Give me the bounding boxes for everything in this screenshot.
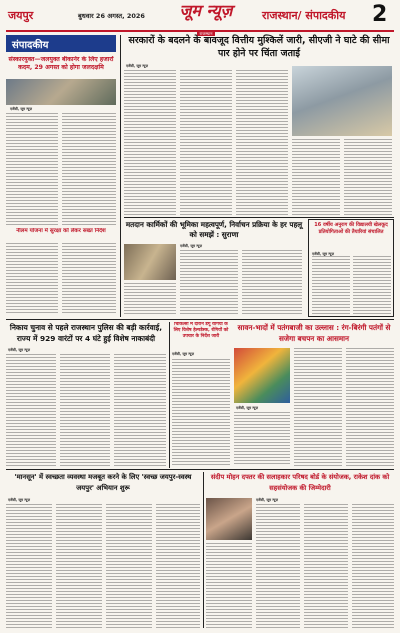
sawan-body-col1 (294, 348, 342, 466)
column-divider-mid (169, 322, 170, 468)
sawan-headline: सावन-भादों में पतंगबाजी का उल्लास : रंग-बिरंगी पतंगों से सजेगा बचपन का आसमान (237, 323, 391, 343)
students-byline: एजेंसी, जूम न्यूज़ (312, 252, 334, 256)
sawan-photo (234, 348, 290, 403)
lead-body-col2 (180, 70, 232, 215)
column-divider-lower (203, 472, 204, 628)
sawan-body-col0 (234, 412, 290, 466)
sandeep-photo (206, 498, 252, 540)
editorial-sub-body-col2 (62, 243, 116, 313)
sandeep-headline: संदीप मोहन दफ्तर की सलाहकार परिषद बोर्ड के संयोजक, राकेश दांक को सहसंयोजक की जिम्मेदारी (210, 473, 390, 492)
editorial-label-text: संपादकीय (12, 40, 49, 51)
clean-byline: एजेंसी, जूम न्यूज़ (8, 498, 30, 502)
sawan-byline: एजेंसी, जूम न्यूज़ (236, 406, 258, 410)
sandeep-byline: एजेंसी, जूम न्यूज़ (256, 498, 278, 502)
lead-byline: एजेंसी, जूम न्यूज़ (126, 64, 148, 68)
lead-body-col5 (344, 139, 392, 215)
editorial-sub-headline: नीलम योजना में सुरक्षा को लेकर सख्त निर्देश (16, 228, 106, 234)
page-number: 2 (372, 2, 388, 27)
municipal-body-col3 (114, 354, 166, 466)
masthead-city: जयपुर (8, 9, 34, 22)
election-byline: एजेंसी, जूम न्यूज़ (180, 244, 202, 248)
clean-body-col4 (156, 504, 200, 628)
editorial-sub-body-col1 (6, 243, 58, 313)
election-body-col1 (180, 250, 238, 316)
editorial-body-col1 (6, 113, 58, 225)
lead-photo (292, 66, 392, 136)
masthead (0, 0, 400, 36)
clean-body-col2 (56, 504, 102, 628)
clean-headline: 'मानसून' में स्वच्छता व्यवस्था मजबूत करने के लिए 'स्वच्छ जयपुर-स्वस्थ जयपुर' अभियान शुरू (14, 473, 192, 492)
municipal-body-col1 (6, 354, 56, 466)
masthead-date: बुधवार 26 अगस्त, 2026 (78, 12, 145, 20)
sandeep-body-col2 (304, 504, 348, 628)
health-body (172, 359, 230, 467)
editorial-headline: संस्कारयुक्त—जलयुक्त बीकानेर के लिए हजारों कदम, 29 अगस्त को होगा जलदक्षमि (8, 56, 114, 71)
masthead-logo (168, 1, 244, 36)
logo-text: जूम न्यूज़ (179, 1, 233, 20)
students-body-col1 (312, 256, 350, 314)
election-photo (124, 244, 176, 280)
health-headline: चिकित्सा में दौरान डेंगू रोगियों के लिए विशेष हेल्पडेस्क, रोगियों को उपचार के निर्देश जारी (173, 322, 229, 339)
section-divider-mid (6, 319, 394, 320)
students-body-col2 (353, 256, 391, 314)
editorial-photo (6, 79, 116, 105)
election-body-col0 (124, 283, 176, 316)
students-box (308, 219, 394, 317)
municipal-body-col2 (60, 354, 110, 466)
municipal-byline: एजेंसी, जूम न्यूज़ (8, 348, 30, 352)
section-divider-lower (6, 469, 394, 470)
editorial-label (6, 35, 116, 52)
clean-body-col1 (6, 504, 52, 628)
editorial-body-col2 (62, 113, 116, 225)
section-title: राजस्थान/ संपादकीय (262, 9, 346, 22)
logo-tagline: राजस्थान (197, 31, 216, 36)
masthead-rule (6, 30, 394, 32)
election-body-col2 (242, 250, 302, 316)
health-box (172, 322, 230, 468)
sandeep-body-col1 (256, 504, 300, 628)
lead-headline: सरकारों के बदलने के बावजूद वित्तीय मुश्किलें जारी, सीएजी ने घाटे की सीमा पार होने पर चिंता जताई (128, 35, 390, 59)
students-headline: 16 वर्षीय अनुराग की विद्यालयी खेलकूद प्रतियोगिताओं की तैयारियां संचालित (314, 222, 388, 235)
lead-body-col4 (292, 139, 340, 215)
sawan-body-col2 (346, 348, 394, 466)
health-byline: एजेंसी, जूम न्यूज़ (172, 352, 194, 356)
lead-body-col1 (124, 70, 176, 215)
lead-bottom-rule (124, 217, 394, 218)
column-divider-left (120, 35, 121, 317)
lead-body-col3 (236, 70, 288, 215)
municipal-headline: निकाय चुनाव से पहले राजस्थान पुलिस की बड़ी कार्रवाई, राज्य में 929 वारंटों पर 4 घंटे हुई विशेष नाकाबंदी (9, 323, 163, 343)
election-headline: मतदान कार्मिकों की भूमिका महत्वपूर्ण, निर्वाचन प्रक्रिया के हर पहलू को समझें : सुराणा (125, 220, 303, 239)
clean-body-col3 (106, 504, 152, 628)
editorial-byline: एजेंसी, जूम न्यूज़ (10, 107, 32, 111)
sandeep-body-col0 (206, 543, 252, 628)
sandeep-body-col3 (352, 504, 394, 628)
